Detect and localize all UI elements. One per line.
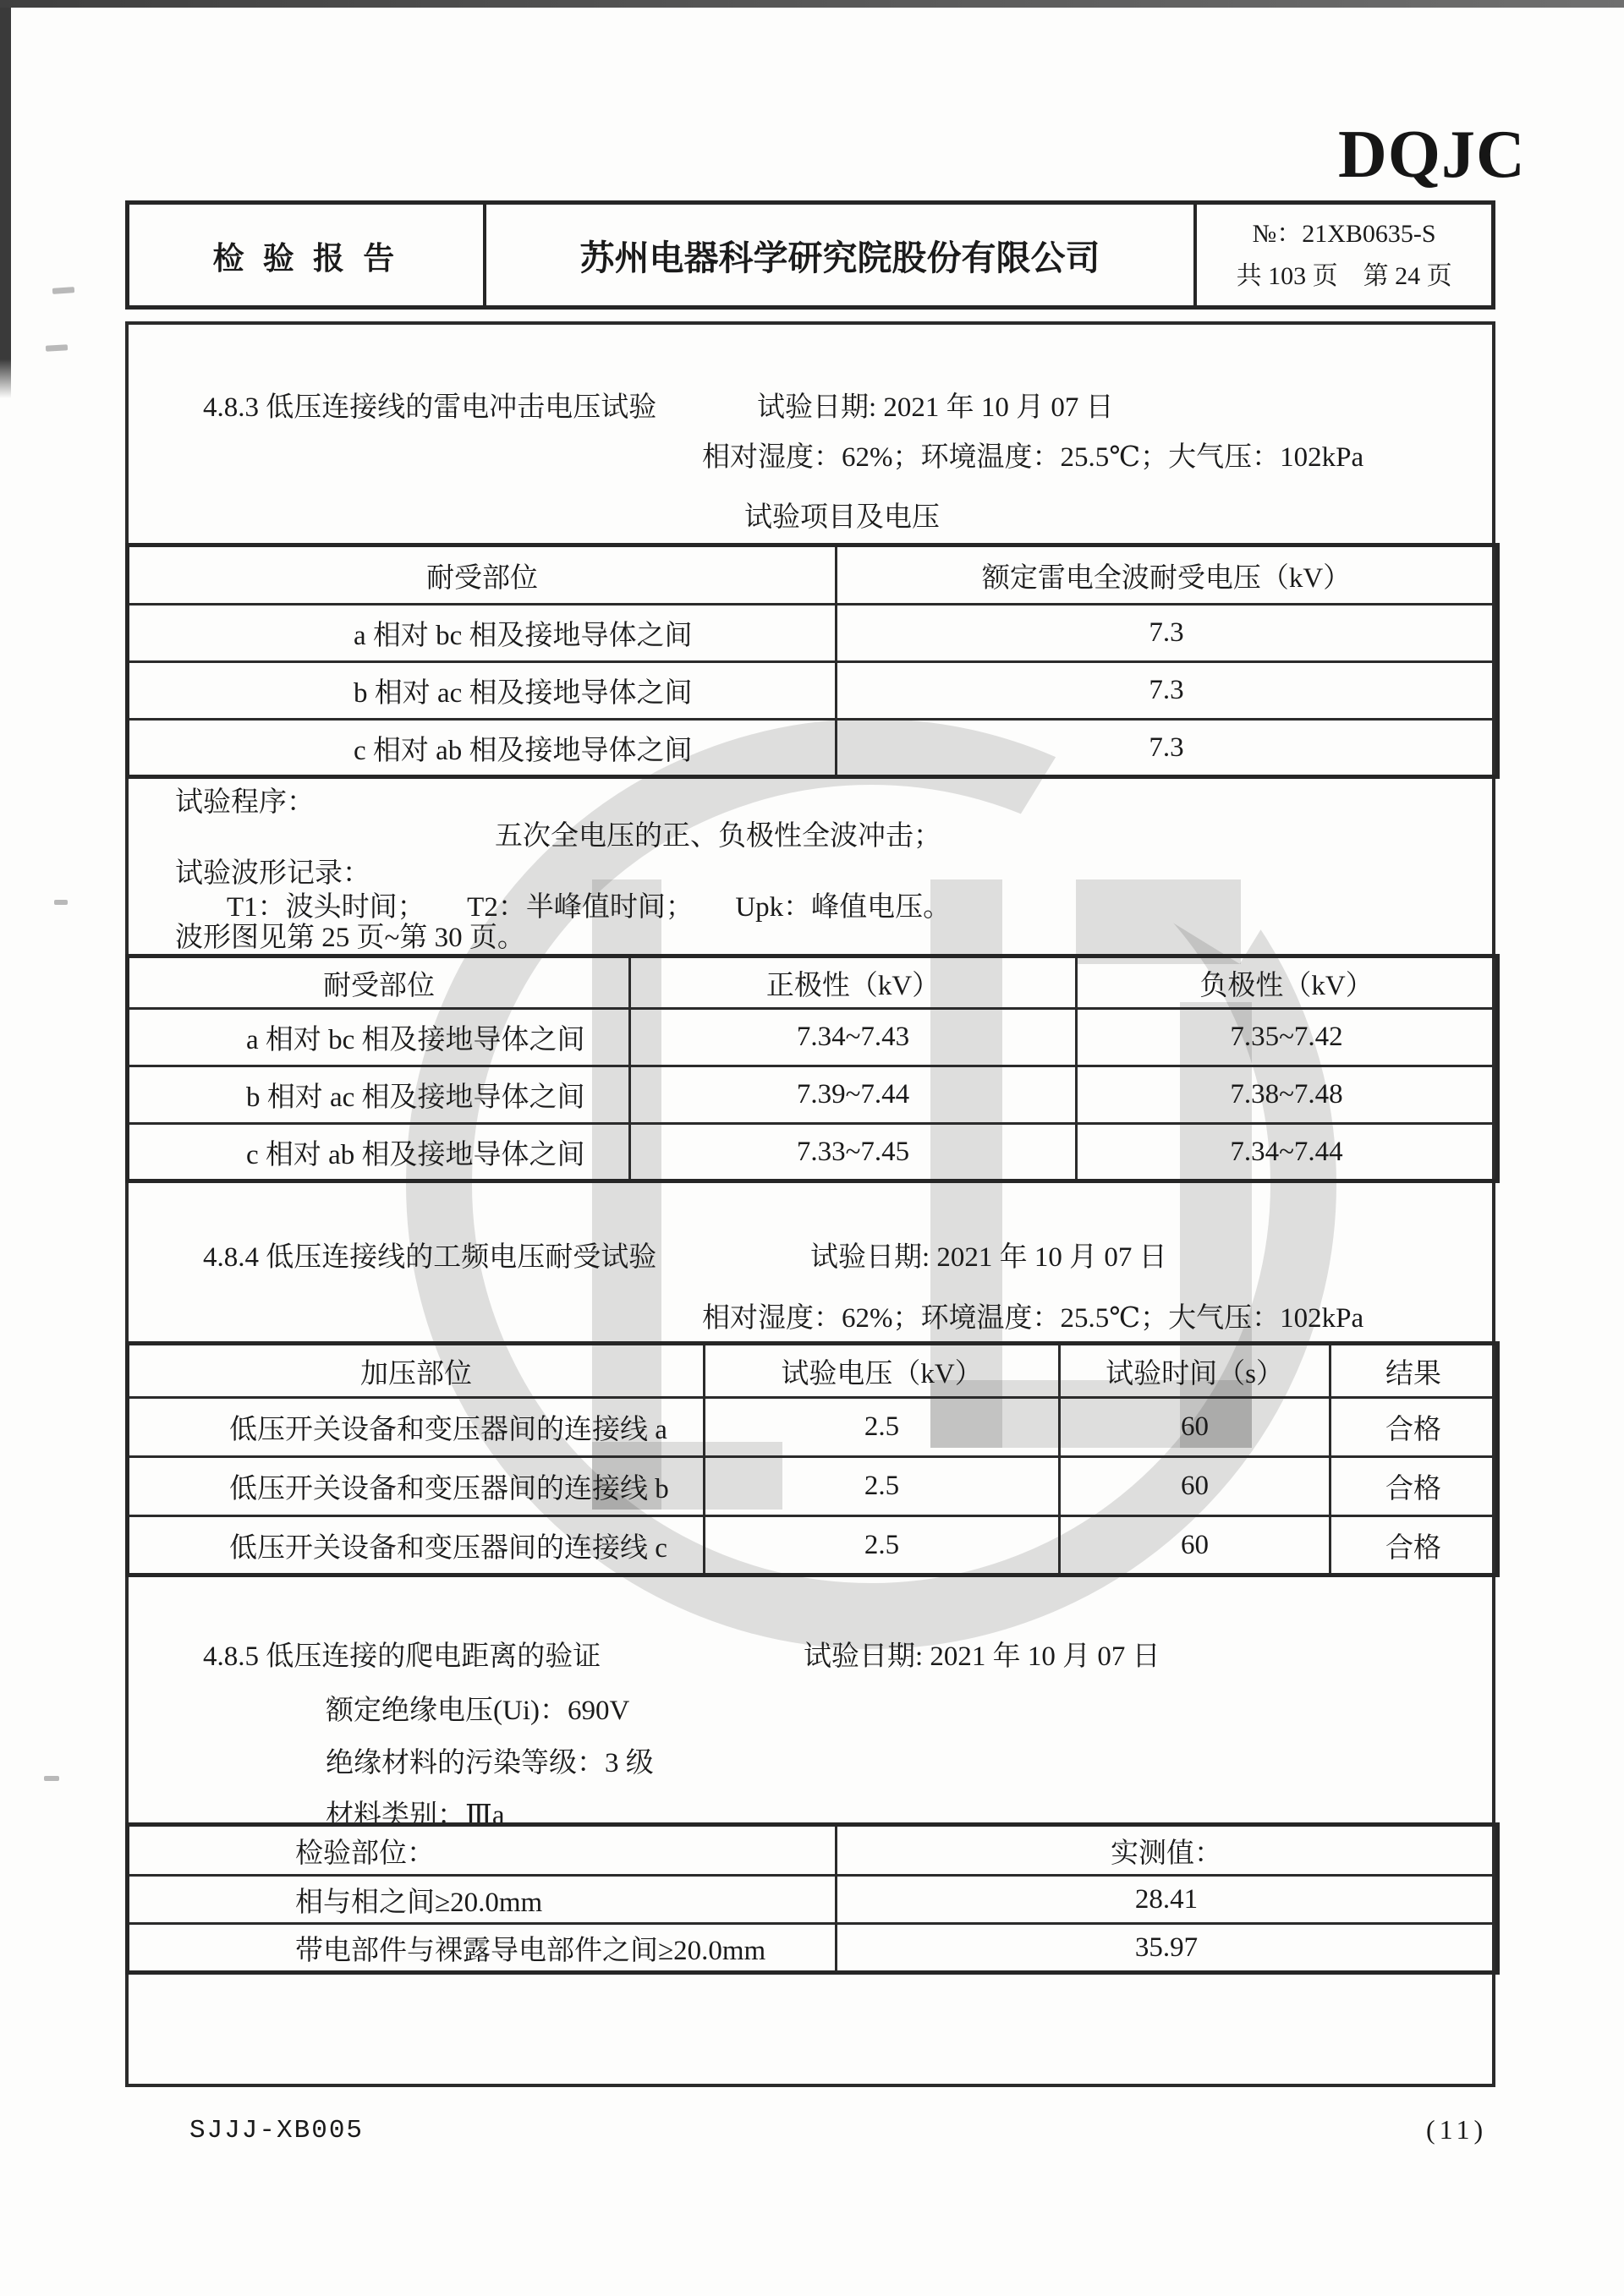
report-number-block (1197, 205, 1491, 305)
column-header: 结果 (1330, 1344, 1498, 1398)
table-header-row (128, 1825, 1498, 1876)
rated-voltage-value: 7.3 (837, 605, 1498, 662)
table-header-row (128, 1344, 1498, 1398)
withstand-part: a 相对 bc 相及接地导体之间 (128, 605, 837, 662)
column-header: 实测值： (837, 1825, 1498, 1876)
result-value: 合格 (1330, 1398, 1498, 1457)
section-484-conditions: 相对湿度：62%；环境温度：25.5℃；大气压：102kPa (702, 1303, 1364, 1334)
withstand-part: c 相对 ab 相及接地导体之间 (128, 720, 837, 777)
result-value: 合格 (1330, 1457, 1498, 1516)
section-485-test-date: 试验日期: 2021 年 10 月 07 日 (804, 1641, 1160, 1672)
column-header: 正极性（kV） (630, 956, 1077, 1009)
withstand-part: b 相对 ac 相及接地导体之间 (128, 662, 837, 720)
measured-value: 28.41 (837, 1876, 1498, 1924)
table-row (128, 1398, 1498, 1457)
dqjc-logo: DQJC (1338, 118, 1526, 192)
column-header: 额定雷电全波耐受电压（kV） (837, 545, 1498, 605)
table-header-row (128, 956, 1498, 1009)
column-header: 检验部位： (128, 1825, 837, 1876)
company-name: 苏州电器科学研究院股份有限公司 (486, 205, 1197, 305)
table-header-row (128, 545, 1498, 605)
positive-polarity-value: 7.33~7.45 (630, 1124, 1077, 1181)
power-frequency-table (125, 1341, 1500, 1577)
waveform-definitions: T1：波头时间； T2：半峰值时间； Upk：峰值电压。 (227, 892, 952, 923)
withstand-part: c 相对 ab 相及接地导体之间 (128, 1124, 630, 1181)
page-count: 共 103 页 第 24 页 (1236, 261, 1452, 290)
rated-voltage-value: 7.3 (837, 720, 1498, 777)
test-voltage-value: 2.5 (705, 1457, 1060, 1516)
section-484-test-date: 试验日期: 2021 年 10 月 07 日 (810, 1242, 1167, 1273)
section-485-title: 4.8.5 低压连接的爬电距离的验证 (203, 1641, 601, 1672)
waveform-note: 波形图见第 25 页~第 30 页。 (175, 923, 525, 953)
scan-speck (54, 900, 68, 905)
column-header: 试验电压（kV） (705, 1344, 1060, 1398)
test-voltage-value: 2.5 (705, 1398, 1060, 1457)
impulse-withstand-table (125, 543, 1500, 779)
test-time-value: 60 (1060, 1516, 1330, 1575)
column-header: 负极性（kV） (1077, 956, 1498, 1009)
column-header: 加压部位 (128, 1344, 705, 1398)
negative-polarity-value: 7.38~7.48 (1077, 1066, 1498, 1124)
report-number: №：21XB0635-S (1252, 219, 1436, 248)
pressurized-part: 低压开关设备和变压器间的连接线 c (128, 1516, 705, 1575)
table-row (128, 1516, 1498, 1575)
waveform-label: 试验波形记录： (175, 858, 370, 889)
scan-speck (46, 344, 68, 351)
section-484-title: 4.8.4 低压连接线的工频电压耐受试验 (203, 1242, 657, 1273)
report-header-table (125, 200, 1495, 310)
creepage-distance-table (125, 1822, 1500, 1975)
measured-value: 35.97 (837, 1924, 1498, 1973)
scan-edge-top (0, 0, 1624, 8)
inspection-part: 相与相之间≥20.0mm (128, 1876, 837, 1924)
procedure-text: 五次全电压的正、负极性全波冲击； (495, 821, 941, 852)
table-row (128, 1924, 1498, 1973)
section-483-subtitle: 试验项目及电压 (744, 502, 940, 533)
procedure-label: 试验程序： (175, 787, 315, 818)
withstand-part: b 相对 ac 相及接地导体之间 (128, 1066, 630, 1124)
table-row (128, 1457, 1498, 1516)
column-header: 试验时间（s） (1060, 1344, 1330, 1398)
positive-polarity-value: 7.39~7.44 (630, 1066, 1077, 1124)
positive-polarity-value: 7.34~7.43 (630, 1009, 1077, 1066)
rated-insulation-voltage: 额定绝缘电压(Ui)：690V (326, 1696, 630, 1726)
section-483-test-date: 试验日期: 2021 年 10 月 07 日 (757, 392, 1114, 423)
material-group: 材料类别：Ⅲa (326, 1800, 505, 1831)
pressurized-part: 低压开关设备和变压器间的连接线 a (128, 1398, 705, 1457)
result-value: 合格 (1330, 1516, 1498, 1575)
section-483-title: 4.8.3 低压连接线的雷电冲击电压试验 (203, 392, 657, 423)
negative-polarity-value: 7.35~7.42 (1077, 1009, 1498, 1066)
negative-polarity-value: 7.34~7.44 (1077, 1124, 1498, 1181)
report-title: 检 验 报 告 (129, 205, 486, 305)
pressurized-part: 低压开关设备和变压器间的连接线 b (128, 1457, 705, 1516)
table-row (128, 662, 1498, 720)
table-row (128, 1876, 1498, 1924)
rated-voltage-value: 7.3 (837, 662, 1498, 720)
test-time-value: 60 (1060, 1457, 1330, 1516)
table-row (128, 605, 1498, 662)
scan-edge-left (0, 8, 11, 398)
footer-form-code: SJJJ-XB005 (189, 2116, 365, 2145)
table-row (128, 1009, 1498, 1066)
table-row (128, 1124, 1498, 1181)
footer-page-number: (11) (1426, 2114, 1488, 2145)
pollution-degree: 绝缘材料的污染等级：3 级 (326, 1748, 654, 1778)
section-483-conditions: 相对湿度：62%；环境温度：25.5℃；大气压：102kPa (702, 442, 1364, 473)
withstand-part: a 相对 bc 相及接地导体之间 (128, 1009, 630, 1066)
impulse-result-table (125, 954, 1500, 1183)
column-header: 耐受部位 (128, 545, 837, 605)
scan-speck (44, 1776, 59, 1781)
table-row (128, 1066, 1498, 1124)
inspection-part: 带电部件与裸露导电部件之间≥20.0mm (128, 1924, 837, 1973)
column-header: 耐受部位 (128, 956, 630, 1009)
table-row (128, 720, 1498, 777)
test-time-value: 60 (1060, 1398, 1330, 1457)
test-voltage-value: 2.5 (705, 1516, 1060, 1575)
